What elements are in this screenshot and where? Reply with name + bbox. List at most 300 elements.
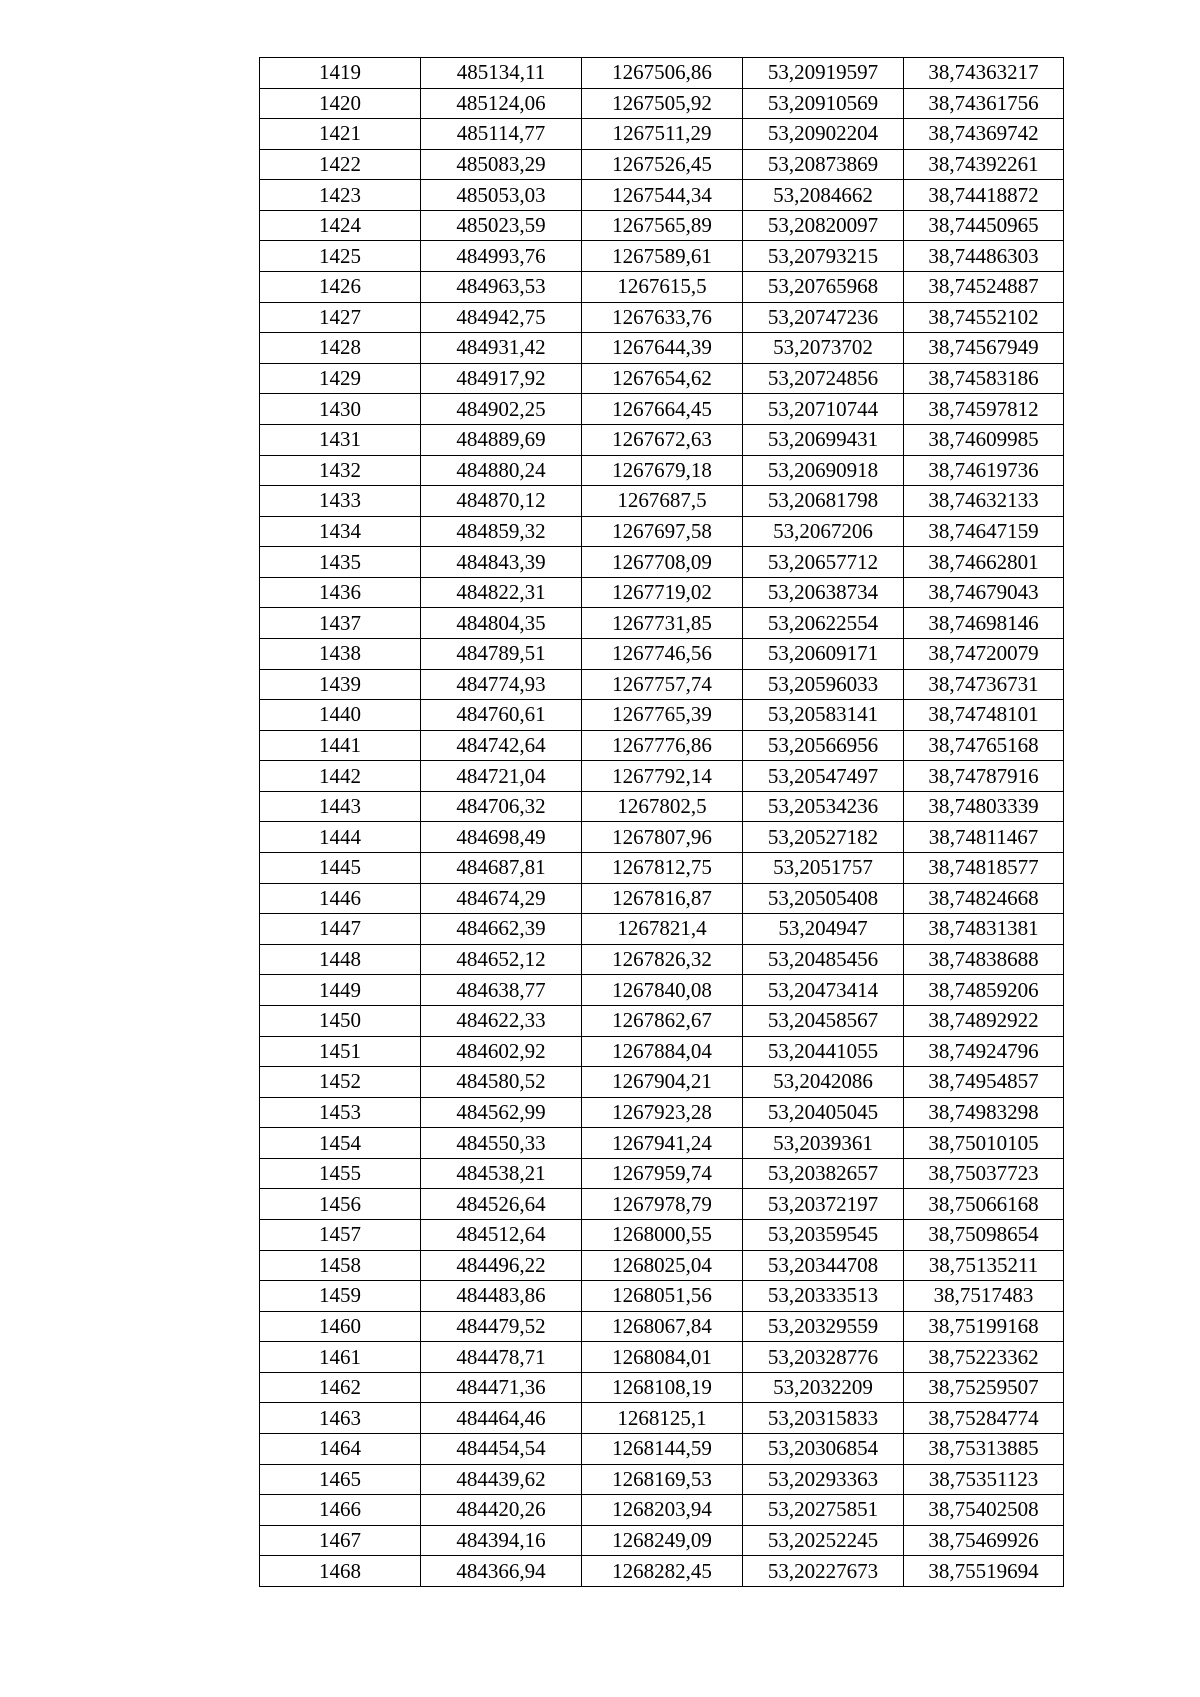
y-coordinate-cell: 1267776,86 [582,730,743,761]
y-coordinate-cell: 1268144,59 [582,1434,743,1465]
x-coordinate-cell: 484917,92 [421,363,582,394]
x-coordinate-cell: 484454,54 [421,1434,582,1465]
longitude-cell: 38,74765168 [904,730,1064,761]
y-coordinate-cell: 1267589,61 [582,241,743,272]
y-coordinate-cell: 1267978,79 [582,1189,743,1220]
table-row [260,1036,1064,1067]
table-row [260,1495,1064,1526]
latitude-cell: 53,20583141 [743,700,904,731]
y-coordinate-cell: 1267812,75 [582,853,743,884]
y-coordinate-cell: 1268282,45 [582,1556,743,1587]
table-row [260,669,1064,700]
point-number-cell: 1467 [260,1525,421,1556]
latitude-cell: 53,20293363 [743,1464,904,1495]
x-coordinate-cell: 484638,77 [421,975,582,1006]
longitude-cell: 38,74811467 [904,822,1064,853]
x-coordinate-cell: 484662,39 [421,914,582,945]
x-coordinate-cell: 484843,39 [421,547,582,578]
latitude-cell: 53,20306854 [743,1434,904,1465]
point-number-cell: 1428 [260,333,421,364]
y-coordinate-cell: 1267941,24 [582,1128,743,1159]
point-number-cell: 1444 [260,822,421,853]
latitude-cell: 53,20547497 [743,761,904,792]
longitude-cell: 38,74748101 [904,700,1064,731]
point-number-cell: 1461 [260,1342,421,1373]
point-number-cell: 1426 [260,272,421,303]
y-coordinate-cell: 1267664,45 [582,394,743,425]
table-row [260,1158,1064,1189]
x-coordinate-cell: 485053,03 [421,180,582,211]
y-coordinate-cell: 1267802,5 [582,791,743,822]
y-coordinate-cell: 1267862,67 [582,1005,743,1036]
point-number-cell: 1443 [260,791,421,822]
latitude-cell: 53,20441055 [743,1036,904,1067]
x-coordinate-cell: 484889,69 [421,424,582,455]
latitude-cell: 53,2039361 [743,1128,904,1159]
latitude-cell: 53,20382657 [743,1158,904,1189]
table-row [260,853,1064,884]
point-number-cell: 1457 [260,1219,421,1250]
point-number-cell: 1437 [260,608,421,639]
x-coordinate-cell: 485114,77 [421,119,582,150]
longitude-cell: 38,75066168 [904,1189,1064,1220]
table-row [260,1281,1064,1312]
latitude-cell: 53,20566956 [743,730,904,761]
latitude-cell: 53,20359545 [743,1219,904,1250]
x-coordinate-cell: 484562,99 [421,1097,582,1128]
latitude-cell: 53,20710744 [743,394,904,425]
longitude-cell: 38,74583186 [904,363,1064,394]
latitude-cell: 53,2073702 [743,333,904,364]
x-coordinate-cell: 485023,59 [421,210,582,241]
latitude-cell: 53,20638734 [743,577,904,608]
x-coordinate-cell: 484993,76 [421,241,582,272]
x-coordinate-cell: 484942,75 [421,302,582,333]
y-coordinate-cell: 1267654,62 [582,363,743,394]
table-row [260,241,1064,272]
table-row [260,944,1064,975]
table-row [260,822,1064,853]
point-number-cell: 1423 [260,180,421,211]
point-number-cell: 1453 [260,1097,421,1128]
table-row [260,1403,1064,1434]
point-number-cell: 1445 [260,853,421,884]
y-coordinate-cell: 1267826,32 [582,944,743,975]
latitude-cell: 53,2084662 [743,180,904,211]
longitude-cell: 38,74524887 [904,272,1064,303]
y-coordinate-cell: 1267884,04 [582,1036,743,1067]
x-coordinate-cell: 484789,51 [421,638,582,669]
point-number-cell: 1438 [260,638,421,669]
y-coordinate-cell: 1268169,53 [582,1464,743,1495]
table-row [260,363,1064,394]
latitude-cell: 53,20820097 [743,210,904,241]
table-row [260,210,1064,241]
x-coordinate-cell: 484550,33 [421,1128,582,1159]
latitude-cell: 53,20657712 [743,547,904,578]
x-coordinate-cell: 484963,53 [421,272,582,303]
latitude-cell: 53,20344708 [743,1250,904,1281]
table-row [260,1525,1064,1556]
longitude-cell: 38,74859206 [904,975,1064,1006]
point-number-cell: 1422 [260,149,421,180]
longitude-cell: 38,75519694 [904,1556,1064,1587]
table-row [260,883,1064,914]
longitude-cell: 38,74679043 [904,577,1064,608]
longitude-cell: 38,74662801 [904,547,1064,578]
y-coordinate-cell: 1267697,58 [582,516,743,547]
x-coordinate-cell: 484483,86 [421,1281,582,1312]
latitude-cell: 53,20372197 [743,1189,904,1220]
table-row [260,486,1064,517]
x-coordinate-cell: 484760,61 [421,700,582,731]
longitude-cell: 38,75223362 [904,1342,1064,1373]
y-coordinate-cell: 1267840,08 [582,975,743,1006]
table-row [260,608,1064,639]
table-row [260,149,1064,180]
point-number-cell: 1454 [260,1128,421,1159]
table-row [260,1250,1064,1281]
point-number-cell: 1456 [260,1189,421,1220]
table-row [260,975,1064,1006]
y-coordinate-cell: 1267708,09 [582,547,743,578]
longitude-cell: 38,74609985 [904,424,1064,455]
table-row [260,700,1064,731]
longitude-cell: 38,74418872 [904,180,1064,211]
longitude-cell: 38,74619736 [904,455,1064,486]
latitude-cell: 53,2042086 [743,1067,904,1098]
point-number-cell: 1433 [260,486,421,517]
table-row [260,516,1064,547]
longitude-cell: 38,74597812 [904,394,1064,425]
longitude-cell: 38,74698146 [904,608,1064,639]
longitude-cell: 38,75098654 [904,1219,1064,1250]
point-number-cell: 1441 [260,730,421,761]
x-coordinate-cell: 485083,29 [421,149,582,180]
y-coordinate-cell: 1267687,5 [582,486,743,517]
point-number-cell: 1419 [260,58,421,89]
table-row [260,1464,1064,1495]
table-row [260,58,1064,89]
x-coordinate-cell: 484822,31 [421,577,582,608]
longitude-cell: 38,74363217 [904,58,1064,89]
point-number-cell: 1421 [260,119,421,150]
longitude-cell: 38,75469926 [904,1525,1064,1556]
table-row [260,455,1064,486]
y-coordinate-cell: 1267506,86 [582,58,743,89]
x-coordinate-cell: 484366,94 [421,1556,582,1587]
longitude-cell: 38,75199168 [904,1311,1064,1342]
y-coordinate-cell: 1267544,34 [582,180,743,211]
longitude-cell: 38,7517483 [904,1281,1064,1312]
y-coordinate-cell: 1267731,85 [582,608,743,639]
table-row [260,1342,1064,1373]
table-row [260,1219,1064,1250]
point-number-cell: 1462 [260,1372,421,1403]
longitude-cell: 38,74552102 [904,302,1064,333]
latitude-cell: 53,20534236 [743,791,904,822]
x-coordinate-cell: 485134,11 [421,58,582,89]
point-number-cell: 1446 [260,883,421,914]
longitude-cell: 38,74892922 [904,1005,1064,1036]
x-coordinate-cell: 484698,49 [421,822,582,853]
point-number-cell: 1436 [260,577,421,608]
longitude-cell: 38,74647159 [904,516,1064,547]
longitude-cell: 38,74369742 [904,119,1064,150]
x-coordinate-cell: 484526,64 [421,1189,582,1220]
y-coordinate-cell: 1268203,94 [582,1495,743,1526]
latitude-cell: 53,20227673 [743,1556,904,1587]
point-number-cell: 1440 [260,700,421,731]
table-row [260,577,1064,608]
point-number-cell: 1450 [260,1005,421,1036]
longitude-cell: 38,74838688 [904,944,1064,975]
x-coordinate-cell: 484687,81 [421,853,582,884]
latitude-cell: 53,2067206 [743,516,904,547]
latitude-cell: 53,20699431 [743,424,904,455]
y-coordinate-cell: 1268108,19 [582,1372,743,1403]
x-coordinate-cell: 484622,33 [421,1005,582,1036]
latitude-cell: 53,20329559 [743,1311,904,1342]
latitude-cell: 53,20275851 [743,1495,904,1526]
latitude-cell: 53,20252245 [743,1525,904,1556]
latitude-cell: 53,20910569 [743,88,904,119]
y-coordinate-cell: 1267615,5 [582,272,743,303]
longitude-cell: 38,74831381 [904,914,1064,945]
point-number-cell: 1425 [260,241,421,272]
latitude-cell: 53,20333513 [743,1281,904,1312]
y-coordinate-cell: 1267511,29 [582,119,743,150]
point-number-cell: 1427 [260,302,421,333]
longitude-cell: 38,74361756 [904,88,1064,119]
table-row [260,1372,1064,1403]
point-number-cell: 1464 [260,1434,421,1465]
table-row [260,1097,1064,1128]
point-number-cell: 1449 [260,975,421,1006]
latitude-cell: 53,20919597 [743,58,904,89]
y-coordinate-cell: 1267816,87 [582,883,743,914]
y-coordinate-cell: 1268084,01 [582,1342,743,1373]
table-row [260,791,1064,822]
point-number-cell: 1468 [260,1556,421,1587]
point-number-cell: 1434 [260,516,421,547]
latitude-cell: 53,20765968 [743,272,904,303]
longitude-cell: 38,75284774 [904,1403,1064,1434]
y-coordinate-cell: 1267765,39 [582,700,743,731]
table-row [260,730,1064,761]
point-number-cell: 1455 [260,1158,421,1189]
longitude-cell: 38,75351123 [904,1464,1064,1495]
latitude-cell: 53,20747236 [743,302,904,333]
x-coordinate-cell: 484479,52 [421,1311,582,1342]
y-coordinate-cell: 1268051,56 [582,1281,743,1312]
longitude-cell: 38,74983298 [904,1097,1064,1128]
y-coordinate-cell: 1267807,96 [582,822,743,853]
table-row [260,761,1064,792]
point-number-cell: 1424 [260,210,421,241]
longitude-cell: 38,74720079 [904,638,1064,669]
latitude-cell: 53,204947 [743,914,904,945]
y-coordinate-cell: 1268249,09 [582,1525,743,1556]
longitude-cell: 38,74787916 [904,761,1064,792]
table-row [260,119,1064,150]
longitude-cell: 38,74450965 [904,210,1064,241]
y-coordinate-cell: 1268025,04 [582,1250,743,1281]
latitude-cell: 53,20622554 [743,608,904,639]
longitude-cell: 38,74486303 [904,241,1064,272]
table-row [260,88,1064,119]
x-coordinate-cell: 484538,21 [421,1158,582,1189]
table-row [260,638,1064,669]
point-number-cell: 1429 [260,363,421,394]
point-number-cell: 1447 [260,914,421,945]
latitude-cell: 53,2051757 [743,853,904,884]
table-row [260,1067,1064,1098]
point-number-cell: 1466 [260,1495,421,1526]
table-row [260,424,1064,455]
y-coordinate-cell: 1268067,84 [582,1311,743,1342]
point-number-cell: 1439 [260,669,421,700]
y-coordinate-cell: 1267757,74 [582,669,743,700]
x-coordinate-cell: 484580,52 [421,1067,582,1098]
x-coordinate-cell: 484512,64 [421,1219,582,1250]
y-coordinate-cell: 1267644,39 [582,333,743,364]
latitude-cell: 53,20724856 [743,363,904,394]
latitude-cell: 53,20902204 [743,119,904,150]
table-row [260,914,1064,945]
point-number-cell: 1458 [260,1250,421,1281]
longitude-cell: 38,74954857 [904,1067,1064,1098]
latitude-cell: 53,20596033 [743,669,904,700]
latitude-cell: 53,20485456 [743,944,904,975]
x-coordinate-cell: 484496,22 [421,1250,582,1281]
y-coordinate-cell: 1267633,76 [582,302,743,333]
y-coordinate-cell: 1267526,45 [582,149,743,180]
y-coordinate-cell: 1267679,18 [582,455,743,486]
point-number-cell: 1435 [260,547,421,578]
longitude-cell: 38,75135211 [904,1250,1064,1281]
y-coordinate-cell: 1267959,74 [582,1158,743,1189]
y-coordinate-cell: 1267719,02 [582,577,743,608]
table-row [260,333,1064,364]
x-coordinate-cell: 484742,64 [421,730,582,761]
x-coordinate-cell: 484902,25 [421,394,582,425]
x-coordinate-cell: 485124,06 [421,88,582,119]
coordinates-table [259,57,1064,1587]
point-number-cell: 1432 [260,455,421,486]
table-row [260,1005,1064,1036]
longitude-cell: 38,75259507 [904,1372,1064,1403]
x-coordinate-cell: 484706,32 [421,791,582,822]
y-coordinate-cell: 1267672,63 [582,424,743,455]
table-row [260,1189,1064,1220]
x-coordinate-cell: 484721,04 [421,761,582,792]
table-row [260,547,1064,578]
point-number-cell: 1459 [260,1281,421,1312]
x-coordinate-cell: 484804,35 [421,608,582,639]
latitude-cell: 53,20681798 [743,486,904,517]
x-coordinate-cell: 484471,36 [421,1372,582,1403]
x-coordinate-cell: 484478,71 [421,1342,582,1373]
coordinates-table-body [260,58,1064,1587]
x-coordinate-cell: 484652,12 [421,944,582,975]
latitude-cell: 53,20609171 [743,638,904,669]
y-coordinate-cell: 1267565,89 [582,210,743,241]
point-number-cell: 1448 [260,944,421,975]
latitude-cell: 53,20527182 [743,822,904,853]
latitude-cell: 53,20328776 [743,1342,904,1373]
x-coordinate-cell: 484464,46 [421,1403,582,1434]
y-coordinate-cell: 1267923,28 [582,1097,743,1128]
point-number-cell: 1460 [260,1311,421,1342]
point-number-cell: 1420 [260,88,421,119]
point-number-cell: 1452 [260,1067,421,1098]
latitude-cell: 53,20315833 [743,1403,904,1434]
point-number-cell: 1431 [260,424,421,455]
longitude-cell: 38,74924796 [904,1036,1064,1067]
latitude-cell: 53,20690918 [743,455,904,486]
longitude-cell: 38,74803339 [904,791,1064,822]
x-coordinate-cell: 484870,12 [421,486,582,517]
x-coordinate-cell: 484602,92 [421,1036,582,1067]
longitude-cell: 38,75313885 [904,1434,1064,1465]
x-coordinate-cell: 484674,29 [421,883,582,914]
x-coordinate-cell: 484859,32 [421,516,582,547]
latitude-cell: 53,20505408 [743,883,904,914]
point-number-cell: 1430 [260,394,421,425]
x-coordinate-cell: 484420,26 [421,1495,582,1526]
longitude-cell: 38,75402508 [904,1495,1064,1526]
x-coordinate-cell: 484880,24 [421,455,582,486]
longitude-cell: 38,74818577 [904,853,1064,884]
longitude-cell: 38,75037723 [904,1158,1064,1189]
longitude-cell: 38,74736731 [904,669,1064,700]
point-number-cell: 1465 [260,1464,421,1495]
latitude-cell: 53,20793215 [743,241,904,272]
table-row [260,180,1064,211]
table-row [260,302,1064,333]
latitude-cell: 53,20473414 [743,975,904,1006]
x-coordinate-cell: 484774,93 [421,669,582,700]
y-coordinate-cell: 1267505,92 [582,88,743,119]
table-row [260,1434,1064,1465]
point-number-cell: 1463 [260,1403,421,1434]
latitude-cell: 53,20873869 [743,149,904,180]
x-coordinate-cell: 484394,16 [421,1525,582,1556]
y-coordinate-cell: 1267904,21 [582,1067,743,1098]
latitude-cell: 53,2032209 [743,1372,904,1403]
table-row [260,394,1064,425]
y-coordinate-cell: 1268000,55 [582,1219,743,1250]
longitude-cell: 38,74392261 [904,149,1064,180]
table-row [260,1556,1064,1587]
latitude-cell: 53,20458567 [743,1005,904,1036]
x-coordinate-cell: 484439,62 [421,1464,582,1495]
longitude-cell: 38,74824668 [904,883,1064,914]
longitude-cell: 38,74632133 [904,486,1064,517]
y-coordinate-cell: 1267821,4 [582,914,743,945]
point-number-cell: 1451 [260,1036,421,1067]
y-coordinate-cell: 1268125,1 [582,1403,743,1434]
table-row [260,1128,1064,1159]
y-coordinate-cell: 1267746,56 [582,638,743,669]
point-number-cell: 1442 [260,761,421,792]
table-row [260,1311,1064,1342]
y-coordinate-cell: 1267792,14 [582,761,743,792]
longitude-cell: 38,75010105 [904,1128,1064,1159]
longitude-cell: 38,74567949 [904,333,1064,364]
x-coordinate-cell: 484931,42 [421,333,582,364]
